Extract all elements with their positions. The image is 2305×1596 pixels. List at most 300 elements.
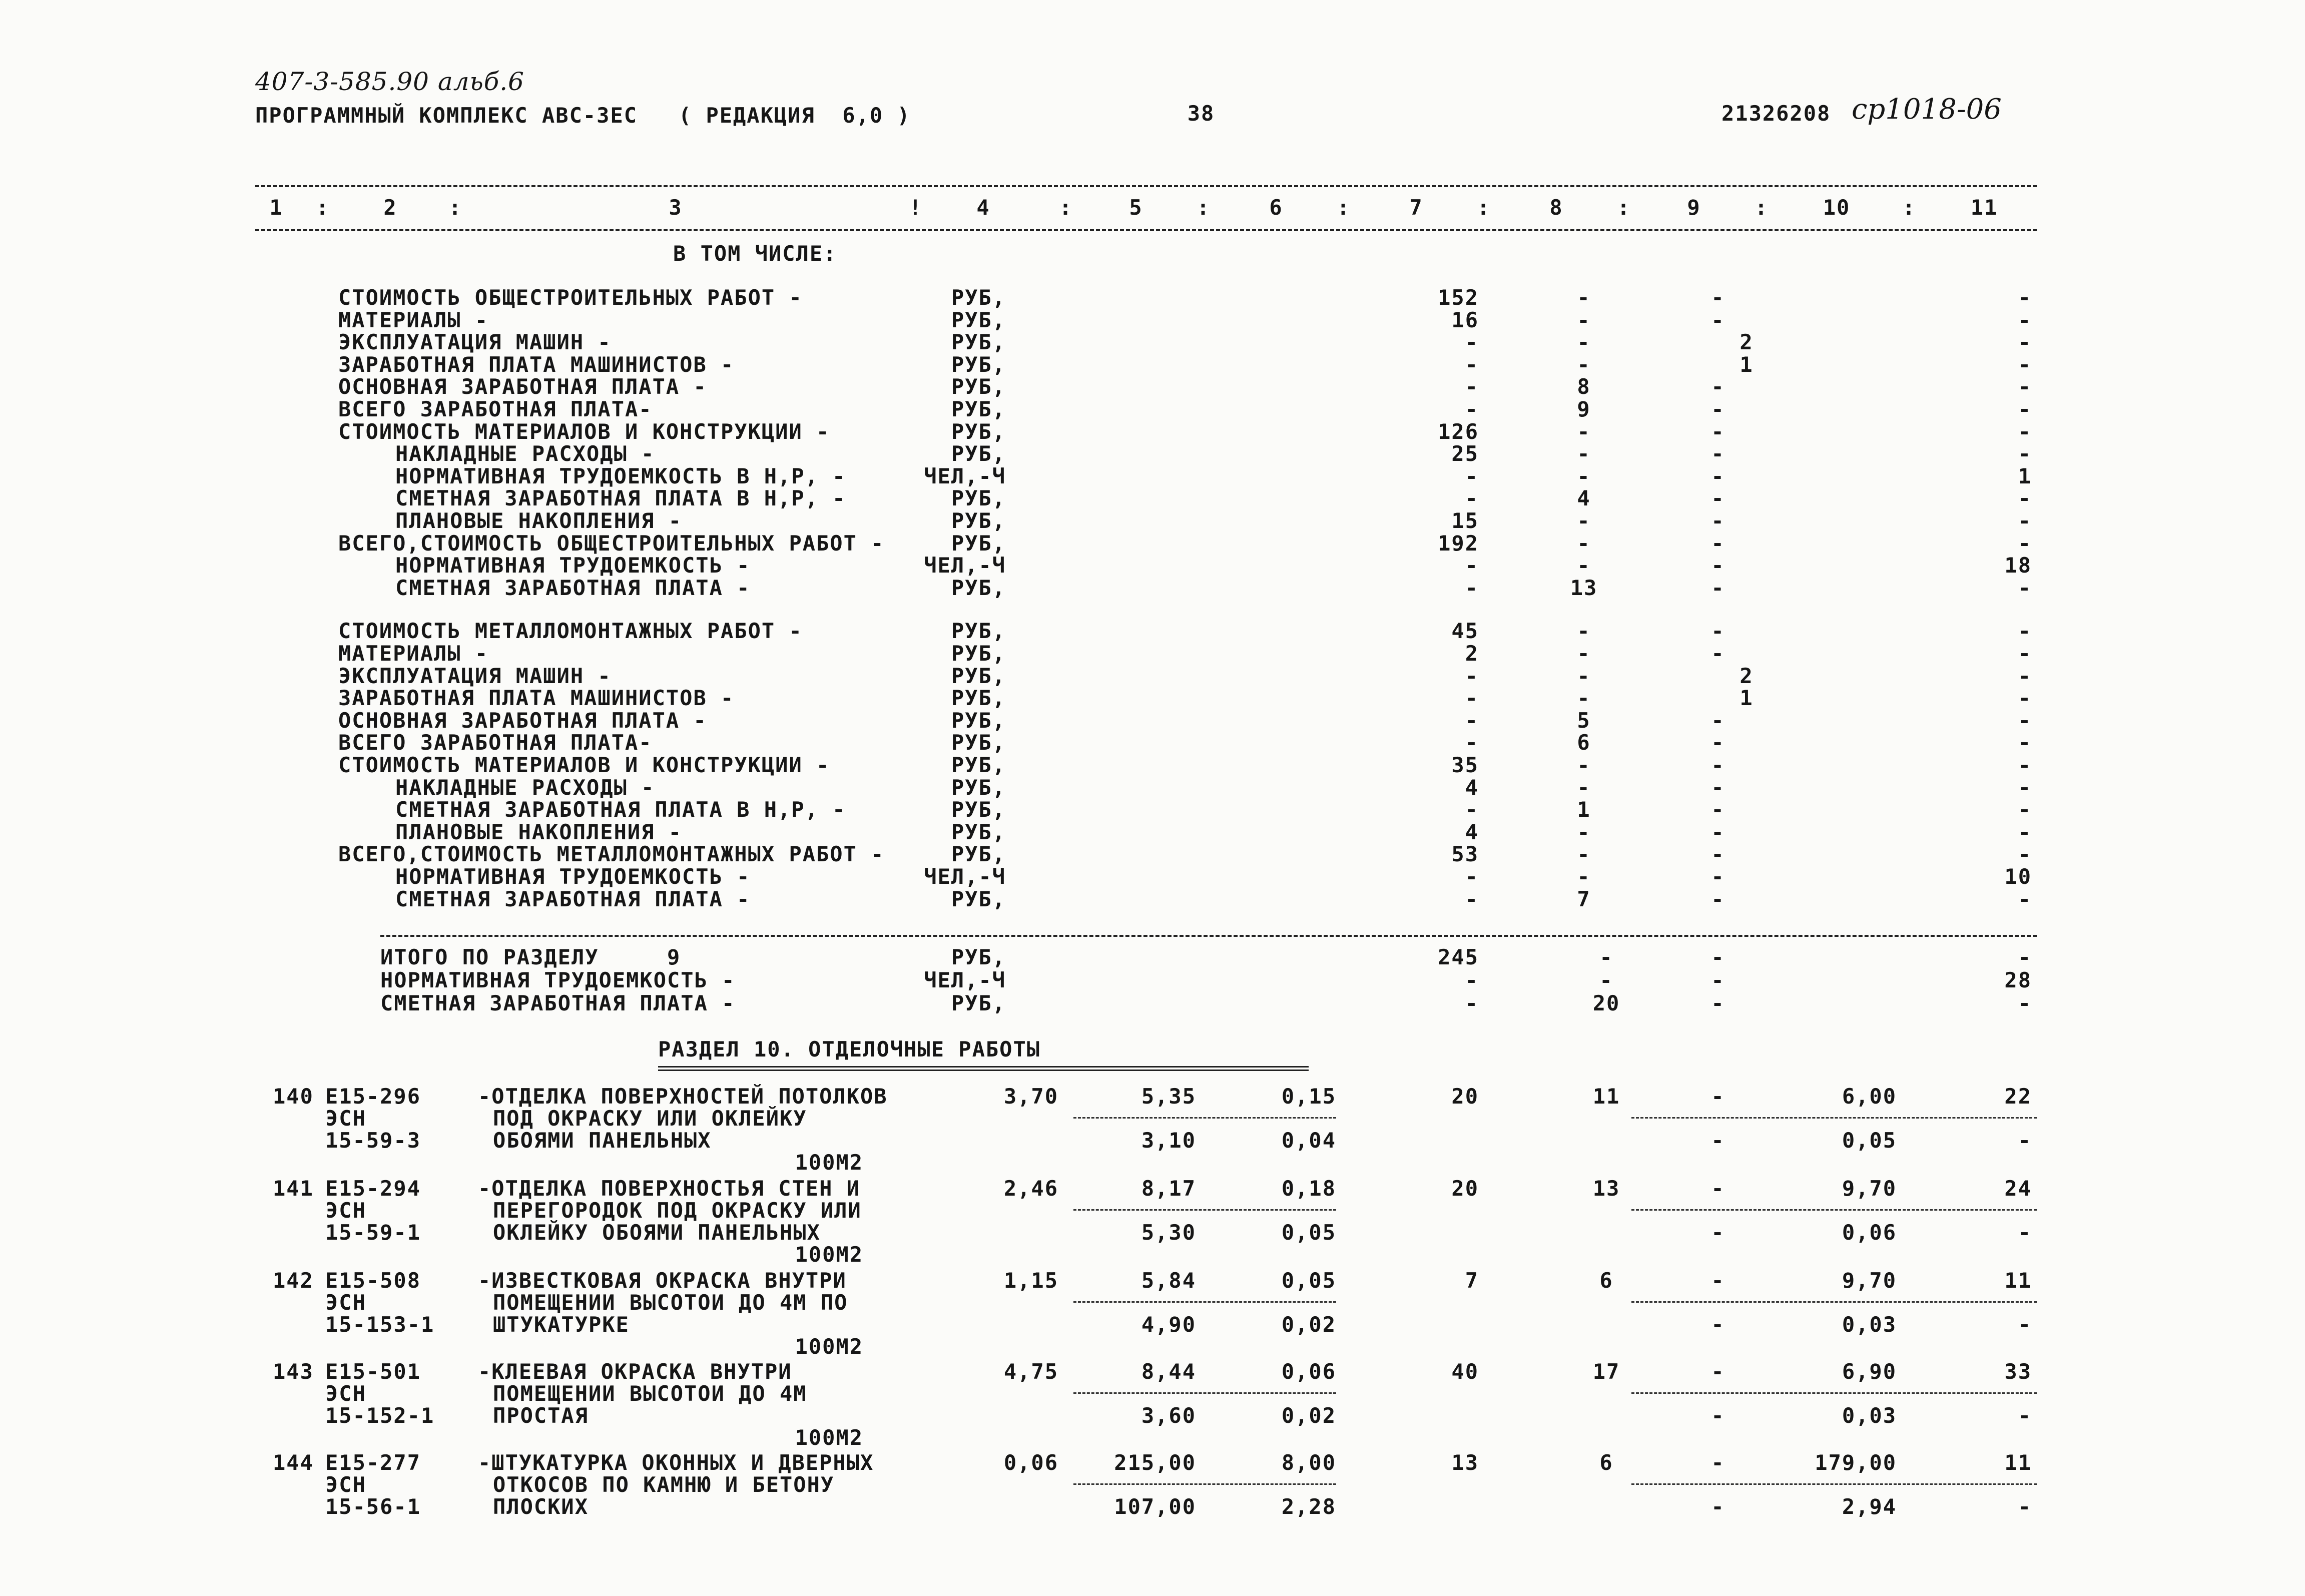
summary-row-col8: - bbox=[1577, 775, 1591, 800]
summary-row-unit: РУБ, bbox=[951, 641, 1006, 666]
column-separator: : bbox=[1755, 195, 1769, 220]
table-top-rule bbox=[255, 185, 2037, 187]
item-col7: 7 bbox=[1465, 1268, 1479, 1293]
item-description-line: -ШТУКАТУРКА ОКОННЫХ И ДВЕРНЫХ bbox=[478, 1450, 874, 1475]
summary-row-col11: - bbox=[2018, 352, 2032, 377]
summary-row-col8: - bbox=[1577, 641, 1591, 666]
item-description-line: ПОМЕЩЕНИИ ВЫСОТОИ ДО 4М ПО bbox=[493, 1290, 848, 1315]
item-col7: 13 bbox=[1451, 1450, 1479, 1475]
summary-row-col7: - bbox=[1465, 352, 1479, 377]
item-number: 143 bbox=[273, 1359, 314, 1384]
total-row-col8: - bbox=[1599, 968, 1613, 992]
column-separator: : bbox=[316, 195, 330, 220]
summary-row-col11: - bbox=[2018, 753, 2032, 777]
summary-row-col11: - bbox=[2018, 775, 2032, 800]
column-header-3: 3 bbox=[669, 195, 683, 220]
item-reference: 15-56-1 bbox=[325, 1494, 421, 1519]
summary-row-label: ВСЕГО,СТОИМОСТЬ ОБЩЕСТРОИТЕЛЬНЫХ РАБОТ - bbox=[338, 530, 885, 556]
summary-row-col9: - bbox=[1711, 441, 1725, 466]
summary-row-col8: - bbox=[1577, 463, 1591, 488]
item-source: ЭСН bbox=[325, 1198, 366, 1223]
summary-row-col8: - bbox=[1577, 307, 1591, 332]
summary-row-col8: - bbox=[1577, 753, 1591, 777]
item-col5: 215,00 bbox=[1114, 1450, 1196, 1475]
summary-row-col11: 18 bbox=[2004, 553, 2032, 578]
item-col9: - bbox=[1711, 1450, 1725, 1475]
item-col7: 40 bbox=[1451, 1359, 1479, 1384]
summary-row-col8: - bbox=[1577, 686, 1591, 711]
summary-row-col11: - bbox=[2018, 419, 2032, 444]
item-subrule bbox=[1631, 1483, 2037, 1485]
item-col6-base: 0,02 bbox=[1281, 1312, 1336, 1337]
column-header-4: 4 bbox=[976, 195, 990, 220]
summary-row-unit: РУБ, bbox=[951, 285, 1006, 310]
summary-row-col8: - bbox=[1577, 352, 1591, 377]
total-row-col7: - bbox=[1465, 991, 1479, 1015]
summary-row-col7: - bbox=[1465, 553, 1479, 578]
summary-row-col9: 1 bbox=[1740, 686, 1754, 711]
item-description-line: -ОТДЕЛКА ПОВЕРХНОСТЬЯ СТЕН И bbox=[478, 1176, 861, 1201]
summary-row-col8: - bbox=[1577, 285, 1591, 310]
item-col9: - bbox=[1711, 1084, 1725, 1109]
item-col4: 2,46 bbox=[1003, 1176, 1058, 1201]
summary-row-unit: РУБ, bbox=[951, 486, 1006, 511]
summary-row-col7: 192 bbox=[1438, 530, 1479, 556]
summary-row-col9: - bbox=[1711, 842, 1725, 867]
summary-row-col9: - bbox=[1711, 463, 1725, 488]
item-col8: 6 bbox=[1599, 1268, 1613, 1293]
summary-row-col9: - bbox=[1711, 508, 1725, 533]
item-subrule bbox=[1073, 1483, 1336, 1485]
column-header-10: 10 bbox=[1823, 195, 1851, 220]
summary-row-col7: 35 bbox=[1451, 753, 1479, 777]
total-row-col8: - bbox=[1599, 945, 1613, 969]
summary-row-label: ПЛАНОВЫЕ НАКОПЛЕНИЯ - bbox=[395, 508, 683, 533]
item-col8: 17 bbox=[1592, 1359, 1620, 1384]
item-unit: 100М2 bbox=[795, 1425, 863, 1450]
item-col11: 33 bbox=[2004, 1359, 2032, 1384]
summary-row-label: СТОИМОСТЬ МАТЕРИАЛОВ И КОНСТРУКЦИИ - bbox=[338, 419, 830, 444]
summary-row-col7: 2 bbox=[1465, 641, 1479, 666]
page-number: 38 bbox=[1187, 101, 1215, 126]
total-row-unit: РУБ, bbox=[951, 991, 1006, 1015]
summary-row-unit: РУБ, bbox=[951, 842, 1006, 867]
summary-row-col7: - bbox=[1465, 864, 1479, 889]
item-col11: 24 bbox=[2004, 1176, 2032, 1201]
summary-row-unit: РУБ, bbox=[951, 775, 1006, 800]
column-header-7: 7 bbox=[1409, 195, 1423, 220]
summary-row-col11: - bbox=[2018, 330, 2032, 355]
summary-row-col11: - bbox=[2018, 486, 2032, 511]
item-description-line: ПОД ОКРАСКУ ИЛИ ОКЛЕЙКУ bbox=[493, 1106, 807, 1131]
summary-row-col11: - bbox=[2018, 530, 2032, 556]
item-unit: 100М2 bbox=[795, 1150, 863, 1175]
summary-row-col11: - bbox=[2018, 441, 2032, 466]
item-col6: 0,18 bbox=[1281, 1176, 1336, 1201]
summary-row-col8: - bbox=[1577, 864, 1591, 889]
summary-row-col9: - bbox=[1711, 374, 1725, 399]
summary-row-col8: 9 bbox=[1577, 397, 1591, 421]
total-row-col11: - bbox=[2018, 945, 2032, 969]
item-col5-base: 107,00 bbox=[1114, 1494, 1196, 1519]
item-number: 140 bbox=[273, 1084, 314, 1109]
summary-row-col11: - bbox=[2018, 374, 2032, 399]
item-col5-base: 3,10 bbox=[1141, 1128, 1196, 1153]
item-description-line: ОБОЯМИ ПАНЕЛЬНЫХ bbox=[493, 1128, 712, 1153]
summary-row-col7: 126 bbox=[1438, 419, 1479, 444]
summary-row-col7: - bbox=[1465, 797, 1479, 822]
item-col8: 13 bbox=[1592, 1176, 1620, 1201]
summary-row-col8: 4 bbox=[1577, 486, 1591, 511]
summary-row-col7: 45 bbox=[1451, 619, 1479, 644]
item-col6: 0,15 bbox=[1281, 1084, 1336, 1109]
summary-row-col7: - bbox=[1465, 708, 1479, 733]
total-row-unit: РУБ, bbox=[951, 945, 1006, 969]
summary-row-col9: - bbox=[1711, 775, 1725, 800]
item-col11-base: - bbox=[2018, 1128, 2032, 1153]
item-description-line: -КЛЕЕВАЯ ОКРАСКА ВНУТРИ bbox=[478, 1359, 792, 1384]
column-separator: : bbox=[1902, 195, 1916, 220]
summary-row-col11: - bbox=[2018, 397, 2032, 421]
item-reference: 15-59-1 bbox=[325, 1220, 421, 1245]
item-number: 144 bbox=[273, 1450, 314, 1475]
item-source: ЭСН bbox=[325, 1290, 366, 1315]
summary-row-col7: - bbox=[1465, 663, 1479, 688]
item-col11: 11 bbox=[2004, 1450, 2032, 1475]
summary-row-label: ЗАРАБОТНАЯ ПЛАТА МАШИНИСТОВ - bbox=[338, 686, 735, 711]
item-col9-base: - bbox=[1711, 1403, 1725, 1428]
item-subrule bbox=[1073, 1392, 1336, 1394]
table-header-rule bbox=[255, 229, 2037, 231]
item-reference: 15-153-1 bbox=[325, 1312, 435, 1337]
summary-row-label: НОРМАТИВНАЯ ТРУДОЕМКОСТЬ В Н,Р, - bbox=[395, 463, 846, 488]
item-col10: 9,70 bbox=[1842, 1268, 1897, 1293]
summary-row-col11: - bbox=[2018, 575, 2032, 600]
summary-row-unit: РУБ, bbox=[951, 508, 1006, 533]
item-col11-base: - bbox=[2018, 1403, 2032, 1428]
item-col4: 1,15 bbox=[1003, 1268, 1058, 1293]
item-source: ЭСН bbox=[325, 1472, 366, 1497]
item-col4: 4,75 bbox=[1003, 1359, 1058, 1384]
summary-row-col8: - bbox=[1577, 842, 1591, 867]
summary-row-unit: РУБ, bbox=[951, 575, 1006, 600]
summary-row-col9: - bbox=[1711, 419, 1725, 444]
summary-row-col8: - bbox=[1577, 441, 1591, 466]
summary-row-col11: 1 bbox=[2018, 463, 2032, 488]
item-col5: 5,84 bbox=[1141, 1268, 1196, 1293]
summary-row-col8: - bbox=[1577, 663, 1591, 688]
section-title-underline bbox=[658, 1066, 1309, 1071]
program-title: ПРОГРАММНЫЙ КОМПЛЕКС АВС-ЗЕС ( РЕДАКЦИЯ 6,0 ) bbox=[255, 103, 911, 128]
item-reference: 15-152-1 bbox=[325, 1403, 435, 1428]
column-header-8: 8 bbox=[1549, 195, 1563, 220]
item-col6: 0,05 bbox=[1281, 1268, 1336, 1293]
item-col5-base: 5,30 bbox=[1141, 1220, 1196, 1245]
summary-row-col7: - bbox=[1465, 575, 1479, 600]
summary-row-col9: - bbox=[1711, 307, 1725, 332]
summary-row-label: НАКЛАДНЫЕ РАСХОДЫ - bbox=[395, 441, 655, 466]
summary-row-col9: - bbox=[1711, 708, 1725, 733]
item-col6-base: 0,04 bbox=[1281, 1128, 1336, 1153]
summary-row-col9: - bbox=[1711, 575, 1725, 600]
summary-row-col8: 5 bbox=[1577, 708, 1591, 733]
item-description-line: ШТУКАТУРКЕ bbox=[493, 1312, 630, 1337]
item-number: 141 bbox=[273, 1176, 314, 1201]
summary-row-unit: РУБ, bbox=[951, 307, 1006, 332]
summary-row-col9: - bbox=[1711, 486, 1725, 511]
column-header-5: 5 bbox=[1129, 195, 1143, 220]
summary-row-col7: 25 bbox=[1451, 441, 1479, 466]
total-row-col9: - bbox=[1711, 968, 1725, 992]
item-code: Е15-296 bbox=[325, 1084, 421, 1109]
total-row-unit: ЧЕЛ,-Ч bbox=[924, 968, 1006, 992]
summary-row-unit: РУБ, bbox=[951, 730, 1006, 755]
summary-row-col7: 53 bbox=[1451, 842, 1479, 867]
summary-row-label: СМЕТНАЯ ЗАРАБОТНАЯ ПЛАТА В Н,Р, - bbox=[395, 797, 846, 822]
summary-row-label: ВСЕГО,СТОИМОСТЬ МЕТАЛЛОМОНТАЖНЫХ РАБОТ - bbox=[338, 842, 885, 867]
summary-title: В ТОМ ЧИСЛЕ: bbox=[673, 241, 837, 266]
summary-row-label: НАКЛАДНЫЕ РАСХОДЫ - bbox=[395, 775, 655, 800]
summary-row-unit: РУБ, bbox=[951, 819, 1006, 844]
item-description-line: ОКЛЕЙКУ ОБОЯМИ ПАНЕЛЬНЫХ bbox=[493, 1220, 821, 1245]
summary-row-col7: 4 bbox=[1465, 775, 1479, 800]
column-header-2: 2 bbox=[383, 195, 397, 220]
item-unit: 100М2 bbox=[795, 1334, 863, 1359]
summary-row-col11: - bbox=[2018, 307, 2032, 332]
summary-row-col11: - bbox=[2018, 508, 2032, 533]
summary-row-label: СТОИМОСТЬ ОБЩЕСТРОИТЕЛЬНЫХ РАБОТ - bbox=[338, 285, 803, 310]
item-description-line: ПОМЕЩЕНИИ ВЫСОТОИ ДО 4М bbox=[493, 1381, 807, 1406]
summary-row-col7: - bbox=[1465, 686, 1479, 711]
item-col11-base: - bbox=[2018, 1312, 2032, 1337]
summary-row-unit: РУБ, bbox=[951, 352, 1006, 377]
column-separator: : bbox=[1197, 195, 1211, 220]
handwritten-code: ср1018-06 bbox=[1852, 93, 2002, 126]
summary-row-col9: - bbox=[1711, 730, 1725, 755]
item-source: ЭСН bbox=[325, 1381, 366, 1406]
summary-row-label: ЗАРАБОТНАЯ ПЛАТА МАШИНИСТОВ - bbox=[338, 352, 735, 377]
column-separator: ! bbox=[909, 195, 923, 220]
item-unit: 100М2 bbox=[795, 1242, 863, 1267]
item-col10-base: 0,03 bbox=[1842, 1312, 1897, 1337]
summary-row-unit: ЧЕЛ,-Ч bbox=[924, 864, 1006, 889]
item-col7: 20 bbox=[1451, 1084, 1479, 1109]
item-subrule bbox=[1631, 1392, 2037, 1394]
column-header-6: 6 bbox=[1269, 195, 1283, 220]
item-reference: 15-59-3 bbox=[325, 1128, 421, 1153]
summary-row-col8: - bbox=[1577, 619, 1591, 644]
summary-row-label: СМЕТНАЯ ЗАРАБОТНАЯ ПЛАТА - bbox=[395, 575, 751, 600]
summary-row-label: МАТЕРИАЛЫ - bbox=[338, 641, 489, 666]
item-subrule bbox=[1631, 1209, 2037, 1211]
item-description-line: -ИЗВЕСТКОВАЯ ОКРАСКА ВНУТРИ bbox=[478, 1268, 847, 1293]
summary-row-col7: - bbox=[1465, 886, 1479, 911]
column-header-9: 9 bbox=[1687, 195, 1701, 220]
item-code: Е15-508 bbox=[325, 1268, 421, 1293]
item-description-line: ПРОСТАЯ bbox=[493, 1403, 589, 1428]
item-col6: 0,06 bbox=[1281, 1359, 1336, 1384]
item-col5: 8,17 bbox=[1141, 1176, 1196, 1201]
summary-row-col9: 2 bbox=[1740, 663, 1754, 688]
item-col8: 11 bbox=[1592, 1084, 1620, 1109]
summary-row-unit: РУБ, bbox=[951, 797, 1006, 822]
summary-row-col7: - bbox=[1465, 730, 1479, 755]
summary-row-col9: 2 bbox=[1740, 330, 1754, 355]
summary-row-col9: - bbox=[1711, 530, 1725, 556]
summary-row-unit: РУБ, bbox=[951, 886, 1006, 911]
item-subrule bbox=[1631, 1301, 2037, 1303]
summary-row-col9: - bbox=[1711, 797, 1725, 822]
item-col5-base: 3,60 bbox=[1141, 1403, 1196, 1428]
summary-row-col7: - bbox=[1465, 374, 1479, 399]
item-subrule bbox=[1073, 1301, 1336, 1303]
summary-row-col9: - bbox=[1711, 886, 1725, 911]
summary-row-unit: ЧЕЛ,-Ч bbox=[924, 463, 1006, 488]
summary-row-unit: РУБ, bbox=[951, 374, 1006, 399]
item-description-line: ПЛОСКИХ bbox=[493, 1494, 589, 1519]
item-col10-base: 0,03 bbox=[1842, 1403, 1897, 1428]
summary-row-col11: - bbox=[2018, 797, 2032, 822]
item-code: Е15-277 bbox=[325, 1450, 421, 1475]
summary-row-col11: - bbox=[2018, 285, 2032, 310]
summary-row-col9: - bbox=[1711, 753, 1725, 777]
total-row-col8: 20 bbox=[1592, 991, 1620, 1015]
item-col11: 11 bbox=[2004, 1268, 2032, 1293]
item-col9-base: - bbox=[1711, 1312, 1725, 1337]
item-col5: 5,35 bbox=[1141, 1084, 1196, 1109]
total-row-label: НОРМАТИВНАЯ ТРУДОЕМКОСТЬ - bbox=[380, 968, 736, 992]
item-subrule bbox=[1073, 1209, 1336, 1211]
summary-row-label: ЭКСПЛУАТАЦИЯ МАШИН - bbox=[338, 663, 612, 688]
summary-row-col11: - bbox=[2018, 708, 2032, 733]
column-header-11: 11 bbox=[1970, 195, 1998, 220]
item-col5-base: 4,90 bbox=[1141, 1312, 1196, 1337]
summary-row-col7: 152 bbox=[1438, 285, 1479, 310]
item-col10-base: 0,06 bbox=[1842, 1220, 1897, 1245]
summary-row-col7: 16 bbox=[1451, 307, 1479, 332]
summary-row-col8: - bbox=[1577, 508, 1591, 533]
item-col10: 6,90 bbox=[1842, 1359, 1897, 1384]
summary-row-col8: 7 bbox=[1577, 886, 1591, 911]
total-row-col7: - bbox=[1465, 968, 1479, 992]
summary-row-col8: 1 bbox=[1577, 797, 1591, 822]
item-col10: 6,00 bbox=[1842, 1084, 1897, 1109]
summary-row-col7: - bbox=[1465, 463, 1479, 488]
item-col10-base: 0,05 bbox=[1842, 1128, 1897, 1153]
document-number: 21326208 bbox=[1721, 101, 1831, 126]
summary-row-label: ОСНОВНАЯ ЗАРАБОТНАЯ ПЛАТА - bbox=[338, 708, 707, 733]
column-separator: : bbox=[1337, 195, 1351, 220]
summary-row-unit: РУБ, bbox=[951, 397, 1006, 421]
item-description-line: ОТКОСОВ ПО КАМНЮ И БЕТОНУ bbox=[493, 1472, 835, 1497]
item-description-line: -ОТДЕЛКА ПОВЕРХНОСТЕЙ ПОТОЛКОВ bbox=[478, 1084, 888, 1109]
summary-row-unit: РУБ, bbox=[951, 441, 1006, 466]
summary-row-col7: - bbox=[1465, 330, 1479, 355]
summary-row-label: МАТЕРИАЛЫ - bbox=[338, 307, 489, 332]
item-source: ЭСН bbox=[325, 1106, 366, 1131]
summary-row-col8: - bbox=[1577, 330, 1591, 355]
summary-row-label: ЭКСПЛУАТАЦИЯ МАШИН - bbox=[338, 330, 612, 355]
totals-rule bbox=[380, 935, 2037, 937]
summary-row-col9: 1 bbox=[1740, 352, 1754, 377]
item-col10-base: 2,94 bbox=[1842, 1494, 1897, 1519]
summary-row-col8: 6 bbox=[1577, 730, 1591, 755]
item-code: Е15-501 bbox=[325, 1359, 421, 1384]
summary-row-label: НОРМАТИВНАЯ ТРУДОЕМКОСТЬ - bbox=[395, 864, 751, 889]
item-col10: 179,00 bbox=[1815, 1450, 1897, 1475]
item-col9-base: - bbox=[1711, 1128, 1725, 1153]
summary-row-col11: - bbox=[2018, 686, 2032, 711]
summary-row-col8: - bbox=[1577, 419, 1591, 444]
item-col8: 6 bbox=[1599, 1450, 1613, 1475]
summary-row-col9: - bbox=[1711, 819, 1725, 844]
total-row-col9: - bbox=[1711, 991, 1725, 1015]
summary-row-col11: - bbox=[2018, 730, 2032, 755]
item-col11-base: - bbox=[2018, 1494, 2032, 1519]
summary-row-unit: РУБ, bbox=[951, 753, 1006, 777]
summary-row-col11: - bbox=[2018, 663, 2032, 688]
item-col6-base: 0,02 bbox=[1281, 1403, 1336, 1428]
item-col11: 22 bbox=[2004, 1084, 2032, 1109]
total-row-label: ИТОГО ПО РАЗДЕЛУ 9 bbox=[380, 945, 681, 969]
summary-row-col11: - bbox=[2018, 641, 2032, 666]
summary-row-col11: 10 bbox=[2004, 864, 2032, 889]
summary-row-unit: РУБ, bbox=[951, 419, 1006, 444]
item-col9: - bbox=[1711, 1176, 1725, 1201]
item-code: Е15-294 bbox=[325, 1176, 421, 1201]
summary-row-label: СТОИМОСТЬ МАТЕРИАЛОВ И КОНСТРУКЦИИ - bbox=[338, 753, 830, 777]
summary-row-col7: 15 bbox=[1451, 508, 1479, 533]
summary-row-col11: - bbox=[2018, 842, 2032, 867]
summary-row-col8: - bbox=[1577, 530, 1591, 556]
item-col6: 8,00 bbox=[1281, 1450, 1336, 1475]
section-title: РАЗДЕЛ 10. ОТДЕЛОЧНЫЕ РАБОТЫ bbox=[658, 1037, 1041, 1061]
total-row-col9: - bbox=[1711, 945, 1725, 969]
doc-code: 407-3-585.90 альб.6 bbox=[255, 67, 524, 96]
total-row-label: СМЕТНАЯ ЗАРАБОТНАЯ ПЛАТА - bbox=[380, 991, 736, 1015]
summary-row-label: СТОИМОСТЬ МЕТАЛЛОМОНТАЖНЫХ РАБОТ - bbox=[338, 619, 803, 644]
summary-row-col9: - bbox=[1711, 285, 1725, 310]
summary-row-col8: 8 bbox=[1577, 374, 1591, 399]
item-col9-base: - bbox=[1711, 1494, 1725, 1519]
summary-row-label: СМЕТНАЯ ЗАРАБОТНАЯ ПЛАТА В Н,Р, - bbox=[395, 486, 846, 511]
summary-row-col11: - bbox=[2018, 819, 2032, 844]
summary-row-unit: РУБ, bbox=[951, 530, 1006, 556]
summary-row-label: ВСЕГО ЗАРАБОТНАЯ ПЛАТА- bbox=[338, 730, 653, 755]
summary-row-unit: РУБ, bbox=[951, 330, 1006, 355]
item-col6-base: 0,05 bbox=[1281, 1220, 1336, 1245]
item-number: 142 bbox=[273, 1268, 314, 1293]
summary-row-unit: РУБ, bbox=[951, 686, 1006, 711]
summary-row-label: СМЕТНАЯ ЗАРАБОТНАЯ ПЛАТА - bbox=[395, 886, 751, 911]
total-row-col7: 245 bbox=[1438, 945, 1479, 969]
summary-row-col8: 13 bbox=[1570, 575, 1598, 600]
item-col10: 9,70 bbox=[1842, 1176, 1897, 1201]
total-row-col11: - bbox=[2018, 991, 2032, 1015]
column-header-1: 1 bbox=[269, 195, 283, 220]
summary-row-unit: РУБ, bbox=[951, 663, 1006, 688]
item-description-line: ПЕРЕГОРОДОК ПОД ОКРАСКУ ИЛИ bbox=[493, 1198, 862, 1223]
summary-row-col7: - bbox=[1465, 397, 1479, 421]
summary-row-col11: - bbox=[2018, 619, 2032, 644]
summary-row-col9: - bbox=[1711, 864, 1725, 889]
summary-row-label: НОРМАТИВНАЯ ТРУДОЕМКОСТЬ - bbox=[395, 553, 751, 578]
item-subrule bbox=[1631, 1117, 2037, 1119]
item-col9: - bbox=[1711, 1268, 1725, 1293]
summary-row-unit: ЧЕЛ,-Ч bbox=[924, 553, 1006, 578]
column-separator: : bbox=[448, 195, 462, 220]
summary-row-col11: - bbox=[2018, 886, 2032, 911]
